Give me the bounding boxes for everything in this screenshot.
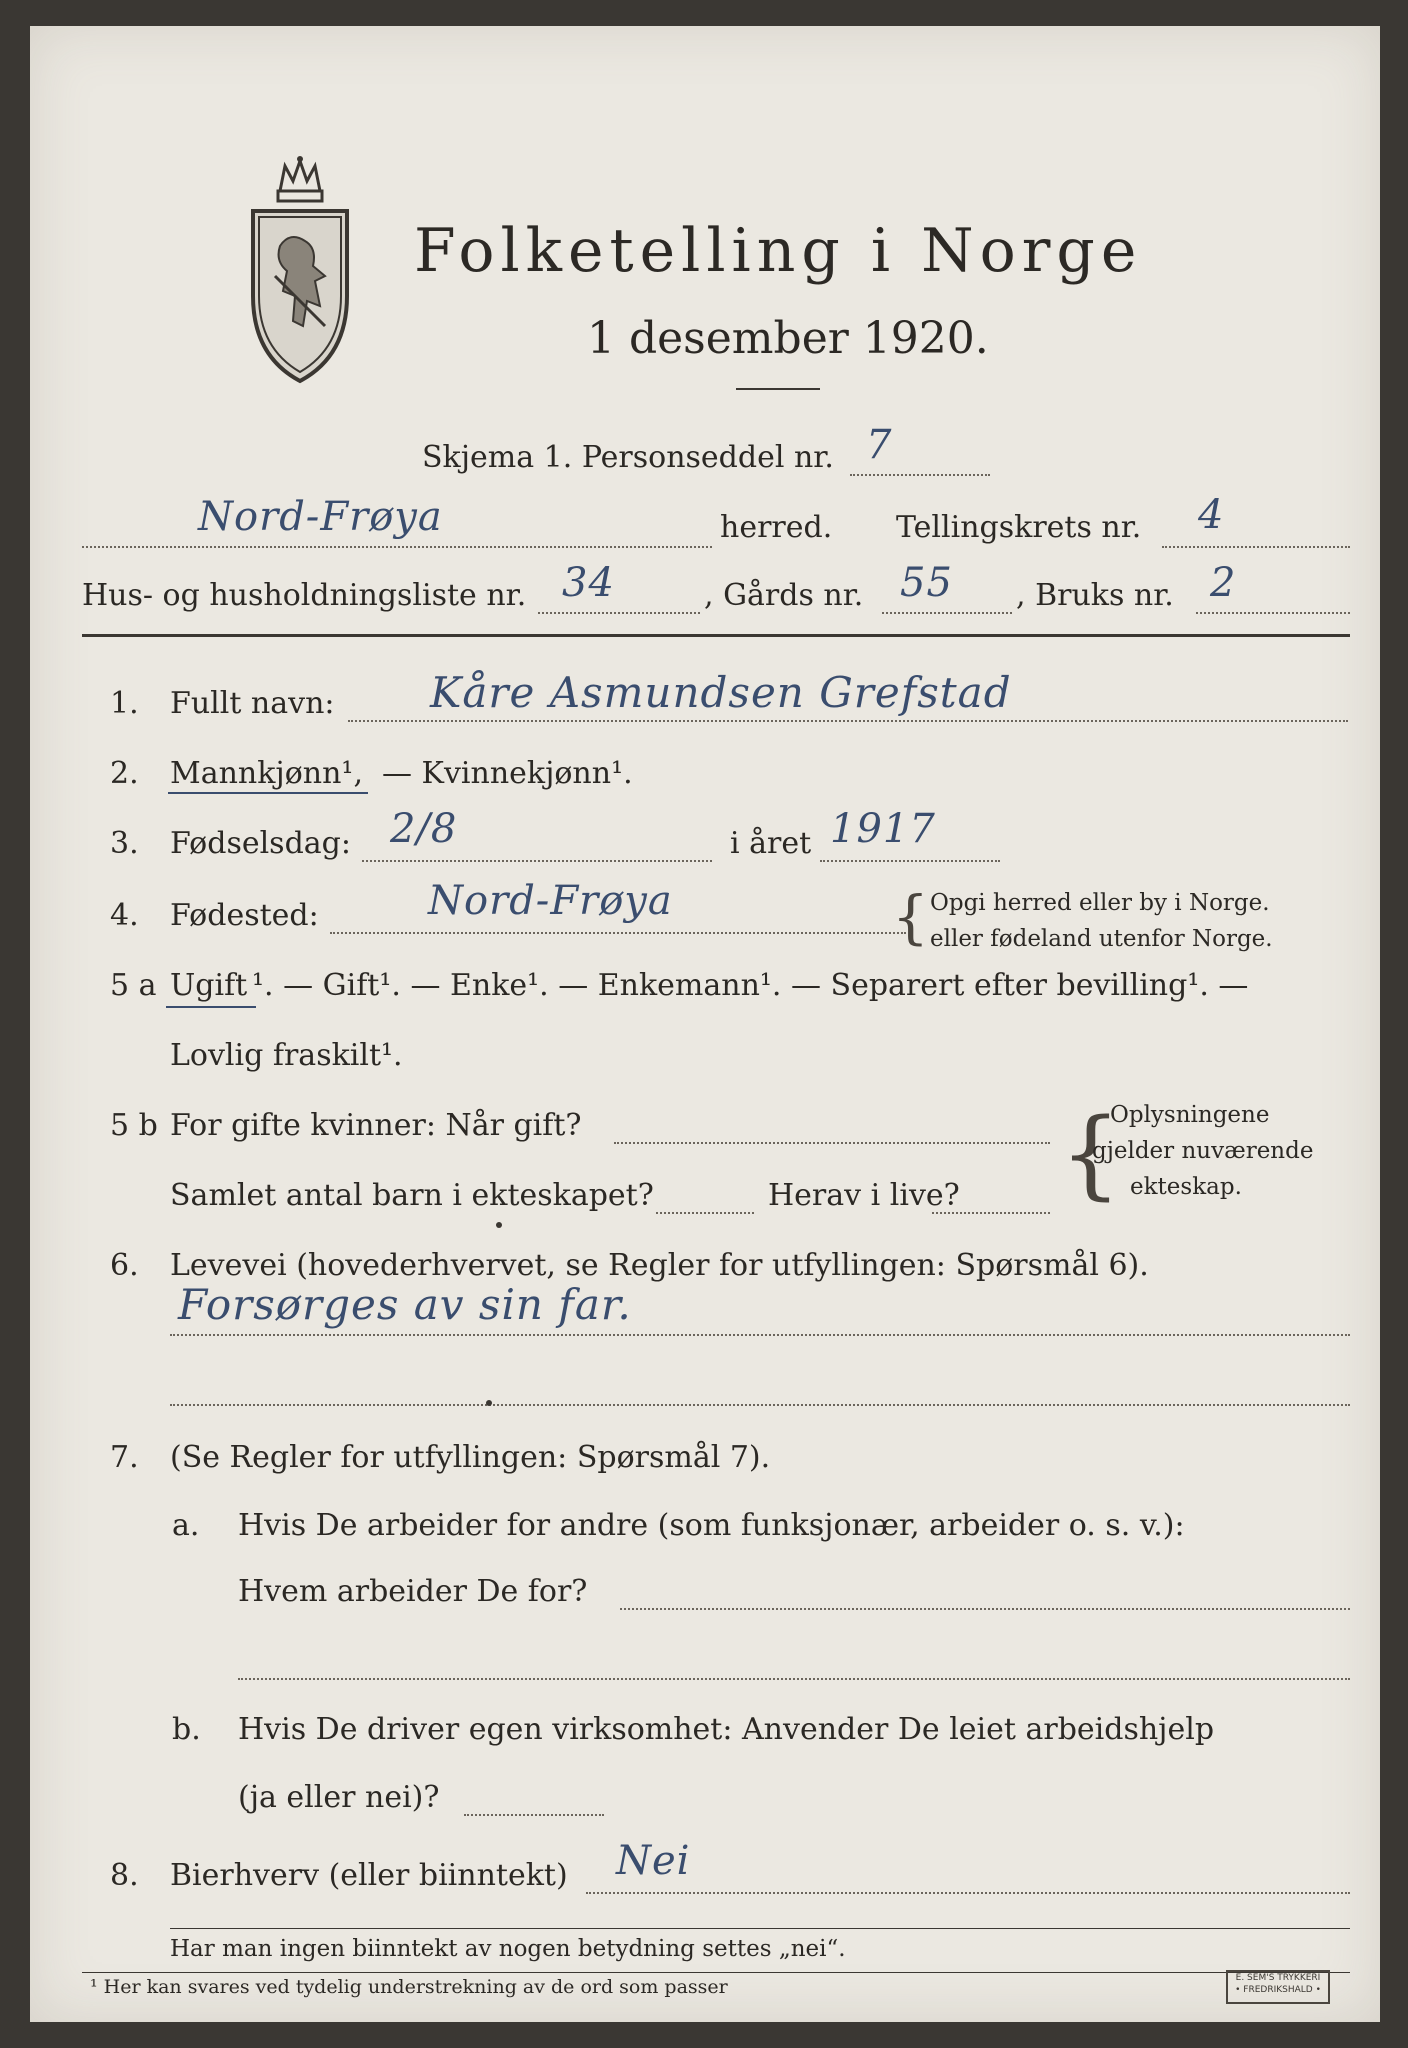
note-separator [170, 1928, 1350, 1929]
children-label: Samlet antal barn i ekteskapet? [170, 1178, 654, 1213]
employer-line2 [238, 1678, 1350, 1680]
q5b-note-line3: ekteskap. [1130, 1174, 1242, 1200]
q7b-line1: Hvis De driver egen virksomhet: Anvender De leiet arbeidshjelp [238, 1712, 1215, 1747]
q1-label: Fullt navn: [170, 686, 335, 721]
alive-line [932, 1212, 1050, 1214]
year-value[interactable]: 1917 [830, 806, 936, 852]
household-label: Hus- og husholdningsliste nr. [82, 578, 527, 613]
q5a-number: 5 a [110, 968, 157, 1003]
ink-mark-2 [486, 1400, 492, 1406]
footnote: ¹ Her kan svares ved tydelig understrekning av de ord som passer [90, 1976, 728, 1998]
q5b-brace: { [1060, 1098, 1122, 1210]
birthplace-value[interactable]: Nord-Frøya [428, 878, 673, 924]
q7a-number: a. [172, 1508, 200, 1543]
q4-label: Fødested: [170, 898, 319, 933]
employer-line1 [620, 1608, 1350, 1610]
q4-note-line2: eller fødeland utenfor Norge. [930, 926, 1273, 952]
unmarried-underline [166, 1006, 256, 1008]
bruks-value[interactable]: 2 [1210, 560, 1237, 606]
q6-number: 6. [110, 1248, 139, 1283]
birthday-line [362, 860, 712, 862]
birthday-value[interactable]: 2/8 [390, 806, 458, 852]
q4-brace: { [892, 883, 929, 951]
gards-value[interactable]: 55 [900, 560, 953, 606]
marital-options[interactable]: ¹. — Gift¹. — Enke¹. — Enkemann¹. — Separert efter bevilling¹. — [252, 968, 1249, 1003]
q8-number: 8. [110, 1858, 139, 1893]
q5b-line1-label: For gifte kvinner: Når gift? [170, 1108, 582, 1143]
q5b-number: 5 b [110, 1108, 158, 1143]
gards-label: , Gårds nr. [704, 578, 864, 613]
alive-label: Herav i live? [768, 1178, 960, 1213]
census-date: 1 desember 1920. [587, 313, 989, 364]
tellingskrets-line [1162, 546, 1350, 548]
herred-label: herred. [720, 510, 833, 545]
q4-note-line1: Opgi herred eller by i Norge. [930, 890, 1270, 916]
q7b-number: b. [172, 1712, 201, 1747]
census-form [30, 26, 1380, 2022]
bruks-line [1196, 612, 1350, 614]
household-line [538, 612, 700, 614]
printer-mark-line1: E. SEM'S TRYKKERI [1235, 1973, 1321, 1983]
occupation-line1 [170, 1334, 1350, 1336]
tellingskrets-label: Tellingskrets nr. [896, 510, 1142, 545]
schema-number-line [850, 474, 990, 476]
schema-label: Skjema 1. Personseddel nr. [422, 440, 834, 475]
schema-number-value[interactable]: 7 [866, 422, 893, 468]
form-title: Folketelling i Norge [414, 216, 1143, 286]
side-income-value[interactable]: Nei [616, 1838, 691, 1884]
q6-label: Levevei (hovederhvervet, se Regler for utfyllingen: Spørsmål 6). [170, 1248, 1149, 1283]
header-separator [82, 634, 1350, 637]
ink-mark [496, 1222, 502, 1228]
q5b-note-line1: Oplysningene [1110, 1102, 1270, 1128]
q7-label: (Se Regler for utfyllingen: Spørsmål 7). [170, 1440, 771, 1475]
full-name-value[interactable]: Kåre Asmundsen Grefstad [430, 668, 1012, 717]
female-option[interactable]: — Kvinnekjønn¹. [382, 756, 633, 791]
hired-help-line[interactable] [464, 1814, 604, 1816]
birthplace-line [330, 932, 906, 934]
q3-number: 3. [110, 826, 139, 861]
when-married-line [614, 1142, 1050, 1144]
male-option[interactable]: Mannkjønn¹, [170, 756, 363, 791]
printer-mark-line2: • FREDRIKSHALD • [1235, 1985, 1321, 1995]
children-line [656, 1212, 754, 1214]
q2-number: 2. [110, 756, 139, 791]
male-underline [168, 792, 368, 794]
q7a-line1: Hvis De arbeider for andre (som funksjonær, arbeider o. s. v.): [238, 1508, 1185, 1543]
title-divider [736, 388, 820, 390]
year-label: i året [730, 826, 812, 861]
q7b-line2: (ja eller nei)? [238, 1780, 440, 1815]
gards-line [882, 612, 1012, 614]
year-line [820, 860, 1000, 862]
footnote-separator [82, 1972, 1350, 1973]
municipality-line [82, 546, 712, 548]
tellingskrets-value[interactable]: 4 [1198, 492, 1225, 538]
occupation-line2 [170, 1404, 1350, 1406]
household-value[interactable]: 34 [562, 560, 615, 606]
printer-mark [1226, 1970, 1330, 2004]
norwegian-coat-of-arms-icon [245, 156, 355, 386]
q4-number: 4. [110, 898, 139, 933]
side-income-note: Har man ingen biinntekt av nogen betydning settes „nei“. [170, 1936, 846, 1962]
q5b-note-line2: gjelder nuværende [1092, 1138, 1314, 1164]
occupation-value[interactable]: Forsørges av sin far. [178, 1280, 632, 1329]
q8-label: Bierhverv (eller biinntekt) [170, 1858, 568, 1893]
q7-number: 7. [110, 1440, 139, 1475]
municipality-value[interactable]: Nord-Frøya [198, 494, 443, 540]
side-income-line [586, 1892, 1350, 1894]
unmarried-option[interactable]: Ugift [170, 968, 248, 1003]
q3-label: Fødselsdag: [170, 826, 351, 861]
q7a-line2: Hvem arbeider De for? [238, 1574, 588, 1609]
bruks-label: , Bruks nr. [1016, 578, 1174, 613]
q1-line [348, 720, 1348, 722]
q1-number: 1. [110, 686, 139, 721]
divorced-option[interactable]: Lovlig fraskilt¹. [170, 1038, 403, 1073]
